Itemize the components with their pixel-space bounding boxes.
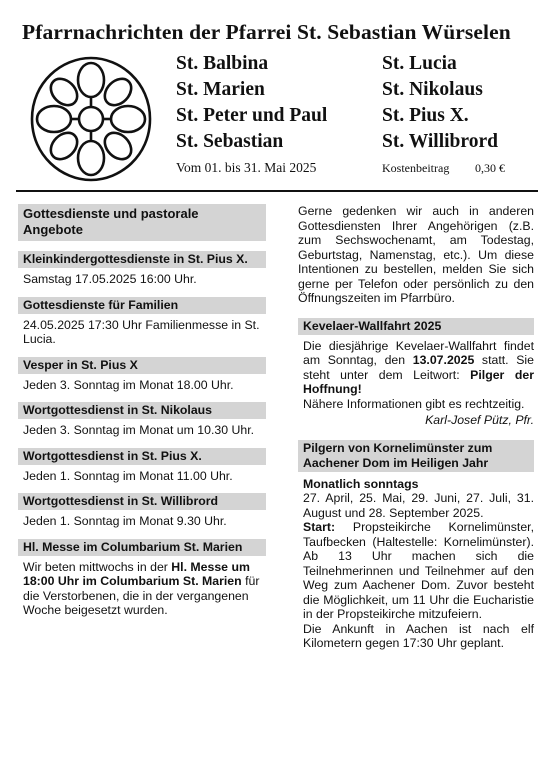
section-heading: Hl. Messe im Columbarium St. Marien [18, 539, 266, 556]
parish-name: St. Balbina [176, 53, 269, 74]
price-value: 0,30 € [475, 161, 505, 175]
text-emphasis: Hl. Messe um 18:00 Uhr im Columbarium St. Marien [23, 559, 250, 588]
section-text: Die Ankunft in Aachen ist nach elf Kilometern gegen 17:30 Uhr geplant. [303, 621, 534, 650]
section-heading: Wortgottesdienst in St. Nikolaus [18, 402, 266, 419]
text-part: Propsteikirche Kornelimünster, Taufbecken (Haltestelle: Kornelimünster). Ab 13 Uhr machen sich die Teilnehmerinnen und Teilnehmer auf den Weg zum Aachener Dom. Zuvor besteht die Möglichkeit, um 11 Uhr die Eucharistie in der Propsteikirche mitzufeiern. [303, 520, 534, 621]
text-emphasis: Pilger der Hoffnung! [303, 367, 534, 396]
header-divider [16, 190, 538, 192]
section-main-heading: Gottesdienste und pastorale Angebote [18, 204, 266, 241]
text-emphasis: 13.07.2025 [412, 353, 475, 367]
section-pilgern [298, 440, 534, 651]
left-column [18, 204, 266, 628]
section-kevelaer [298, 318, 534, 428]
price-label: Kostenbeitrag [382, 161, 450, 175]
section-text: Samstag 17.05.2025 16:00 Uhr. [23, 272, 197, 286]
parish-emblem-logo [22, 52, 160, 186]
text-part: Die diesjährige Kevelaer-Wallfahrt findet am Sonntag, den [303, 338, 534, 367]
text-part: statt. Sie steht unter dem Leitwort: [303, 353, 534, 382]
section-text: Jeden 1. Sonntag im Monat 11.00 Uhr. [23, 468, 233, 483]
section-text: Nähere Informationen gibt es rechtzeitig. [303, 396, 525, 411]
text-part: für die Verstorbenen, die in der vergangenen Woche beigesetzt wurden. [23, 574, 260, 617]
parish-name: St. Pius X. [382, 105, 469, 126]
parish-name: St. Lucia [382, 53, 457, 74]
section-vesper [18, 357, 266, 393]
section-heading: Kleinkindergottesdienste in St. Pius X. [18, 251, 266, 268]
parish-name: St. Peter und Paul [176, 105, 328, 126]
right-column [298, 204, 534, 661]
section-columbarium [18, 539, 266, 618]
section-text: 27. April, 25. Mai, 29. Juni, 27. Juli, 31. August und 28. September 2025. [303, 491, 534, 520]
section-text: 24.05.2025 17:30 Uhr Familienmesse in St. Lucia. [23, 317, 260, 346]
text-emphasis: Start: [303, 520, 336, 534]
section-heading: Vesper in St. Pius X [18, 357, 266, 374]
section-text: Jeden 1. Sonntag im Monat 9.30 Uhr. [23, 514, 227, 528]
date-range: Vom 01. bis 31. Mai 2025 [176, 160, 317, 175]
section-text: Jeden 3. Sonntag im Monat um 10.30 Uhr. [23, 423, 255, 437]
section-subheading: Monatlich sonntags [303, 476, 419, 491]
section-heading: Gottesdienste für Familien [18, 297, 266, 314]
section-text [298, 520, 534, 622]
section-heading: Kevelaer-Wallfahrt 2025 [298, 318, 534, 335]
section-wort-pius [18, 448, 266, 484]
section-wort-nikolaus [18, 402, 266, 438]
parish-name: St. Sebastian [176, 131, 284, 152]
section-familien [18, 297, 266, 347]
section-kleinkinder [18, 251, 266, 287]
signature: Karl-Josef Pütz, Pfr. [425, 413, 534, 427]
parish-name: St. Willibrord [382, 131, 498, 152]
section-text: Jeden 3. Sonntag im Monat 18.00 Uhr. [23, 377, 234, 392]
section-text [298, 339, 534, 397]
intentions-text: Gerne gedenken wir auch in anderen Gottesdiensten Ihrer Angehörigen (z.B. zum Sechswochenamt, am Todestag, Geburtstag, Namenstag, etc.). Um diese Intentionen zu bestellen, melden Sie sich gerne per Telefon oder persönlich zu den Öffnungszeiten im Pfarrbüro. [298, 204, 534, 305]
text-part: Wir beten mittwochs in der [23, 559, 172, 574]
parish-name: St. Nikolaus [382, 79, 483, 100]
page-title: Pfarrnachrichten der Pfarrei St. Sebastian Würselen [22, 20, 511, 44]
section-heading: Wortgottesdienst in St. Willibrord [18, 493, 266, 510]
section-text [18, 560, 266, 618]
section-wort-willibrord [18, 493, 266, 529]
section-heading: Wortgottesdienst in St. Pius X. [18, 448, 266, 465]
section-heading: Pilgern von Kornelimünster zum Aachener Dom im Heiligen Jahr [298, 440, 534, 472]
parish-name: St. Marien [176, 79, 265, 100]
